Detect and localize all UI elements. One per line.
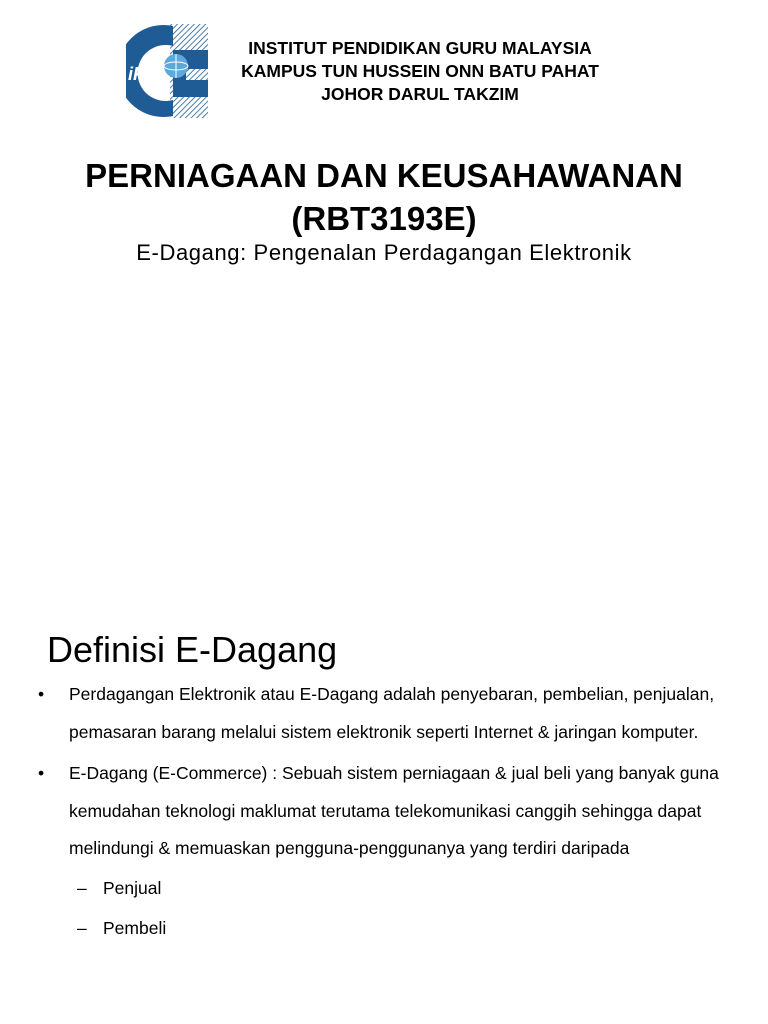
sub-item [0,908,768,948]
section-heading: Definisi E-Dagang [47,629,338,670]
logo-text: iPG [128,64,160,84]
course-subtitle: E-Dagang: Pengenalan Perdagangan Elektronik [136,240,632,265]
bullet-icon: • [38,684,45,704]
institution-line: JOHOR DARUL TAKZIM [321,84,519,104]
course-code: (RBT3193E) [291,200,477,237]
ipg-logo [126,24,208,118]
institution-header [210,37,630,106]
sub-item [0,868,768,908]
course-title [0,154,768,240]
dash-icon: – [77,877,87,898]
bullet-item [0,676,768,751]
course-title-line1: PERNIAGAAN DAN KEUSAHAWANAN [85,157,683,194]
institution-line: KAMPUS TUN HUSSEIN ONN BATU PAHAT [241,61,599,81]
sub-item-text: Penjual [103,877,162,898]
bullet-icon: • [38,763,45,783]
institution-line: INSTITUT PENDIDIKAN GURU MALAYSIA [248,38,592,58]
dash-icon: – [77,917,87,938]
bullet-text: Perdagangan Elektronik atau E-Dagang adalah penyebaran, pembelian, penjualan, pemasaran barang melalui sistem elektronik seperti Internet & jaringan komputer. [69,684,715,742]
section-content [0,676,768,948]
bullet-item [0,755,768,868]
sub-item-text: Pembeli [103,917,167,938]
bullet-text: E-Dagang (E-Commerce) : Sebuah sistem perniagaan & jual beli yang banyak guna kemudahan teknologi maklumat terutama telekomunikasi canggih sehingga dapat melindungi & memuaskan pengguna-penggunanya yang terdiri daripada [69,763,719,858]
